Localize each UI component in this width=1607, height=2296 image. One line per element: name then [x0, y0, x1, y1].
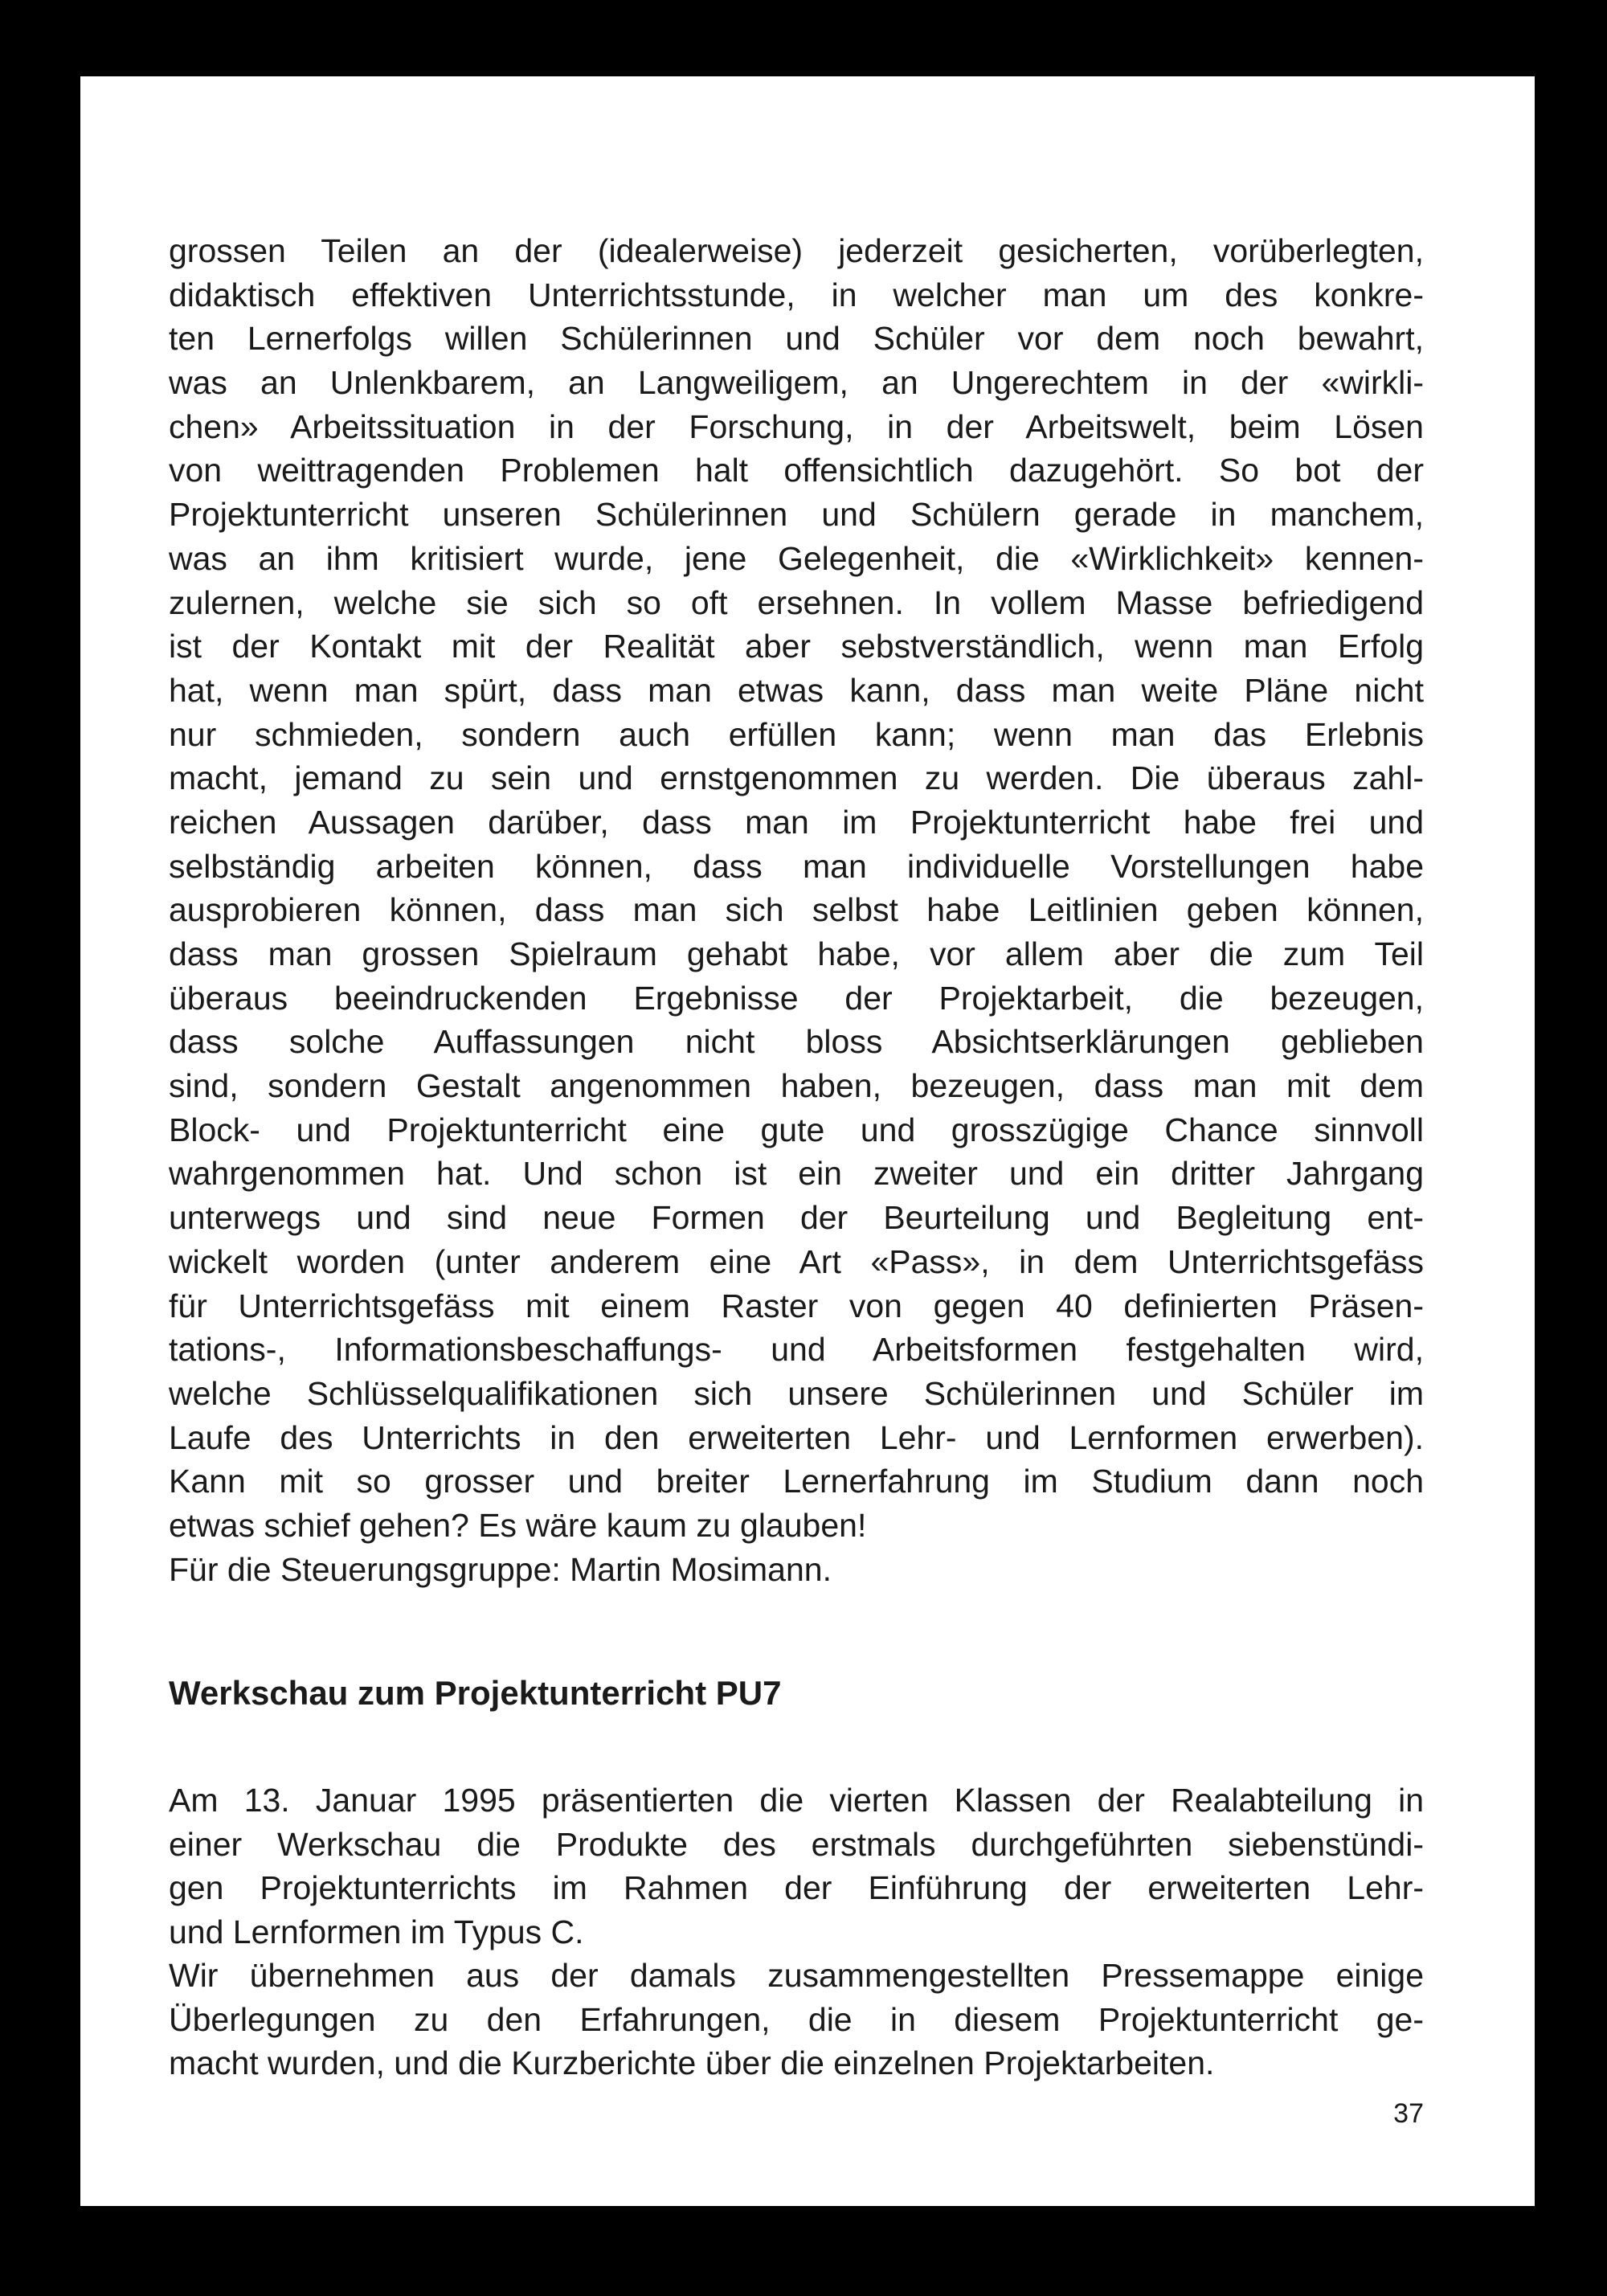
text-line: didaktisch effektiven Unterrichtsstunde, in welcher man um des konkre- [169, 276, 1424, 313]
text-line: chen» Arbeitssituation in der Forschung, in der Arbeitswelt, beim Lösen [169, 407, 1424, 445]
text-line: dass man grossen Spielraum gehabt habe, vor allem aber die zum Teil [169, 935, 1424, 972]
text-line: selbständig arbeiten können, dass man individuelle Vorstellungen habe [169, 847, 1424, 885]
text-line: reichen Aussagen darüber, dass man im Projektunterricht habe frei und [169, 803, 1424, 841]
text-line: hat, wenn man spürt, dass man etwas kann, dass man weite Pläne nicht [169, 671, 1424, 709]
text-line: etwas schief gehen? Es wäre kaum zu glauben! [169, 1506, 867, 1544]
body-paragraph-3 [169, 1954, 1424, 2085]
text-line: nur schmieden, sondern auch erfüllen kann; wenn man das Erlebnis [169, 715, 1424, 753]
text-line: was an ihm kritisiert wurde, jene Gelegenheit, die «Wirklichkeit» kennen- [169, 539, 1424, 577]
text-line: einer Werkschau die Produkte des erstmals durchgeführten siebenstündi- [169, 1825, 1424, 1863]
text-line: macht wurden, und die Kurzberichte über die einzelnen Projektarbeiten. [169, 2044, 1215, 2082]
text-line: Kann mit so grosser und breiter Lernerfahrung im Studium dann noch [169, 1463, 1424, 1500]
text-line: unterwegs und sind neue Formen der Beurteilung und Begleitung ent- [169, 1199, 1424, 1237]
text-line: welche Schlüsselqualifikationen sich unsere Schülerinnen und Schüler im [169, 1374, 1424, 1412]
text-line: wickelt worden (unter anderem eine Art «Pass», in dem Unterrichtsgefäss [169, 1242, 1424, 1280]
text-line: tations-, Informationsbeschaffungs- und Arbeitsformen festgehalten wird, [169, 1331, 1424, 1369]
text-line: Laufe des Unterrichts in den erweiterten Lehr- und Lernformen erwerben). [169, 1418, 1424, 1456]
body-paragraph-1 [169, 229, 1424, 1591]
text-line: macht, jemand zu sein und ernstgenommen zu werden. Die überaus zahl- [169, 759, 1424, 797]
page-number: 37 [1393, 2098, 1424, 2129]
text-line: ausprobieren können, dass man sich selbst habe Leitlinien geben können, [169, 891, 1424, 929]
text-line: sind, sondern Gestalt angenommen haben, bezeugen, dass man mit dem [169, 1067, 1424, 1105]
text-line: für Unterrichtsgefäss mit einem Raster von gegen 40 definierten Präsen- [169, 1287, 1424, 1324]
text-line: wahrgenommen hat. Und schon ist ein zweiter und ein dritter Jahrgang [169, 1155, 1424, 1193]
text-line: Am 13. Januar 1995 präsentierten die vierten Klassen der Realabteilung in [169, 1782, 1424, 1819]
text-line: grossen Teilen an der (idealerweise) jederzeit gesicherten, vorüberlegten, [169, 232, 1424, 269]
text-line: ten Lernerfolgs willen Schülerinnen und Schüler vor dem noch bewahrt, [169, 320, 1424, 358]
document-page [80, 76, 1535, 2206]
text-line: Block- und Projektunterricht eine gute und grosszügige Chance sinnvoll [169, 1111, 1424, 1148]
text-line: zulernen, welche sie sich so oft ersehnen. In vollem Masse befriedigend [169, 583, 1424, 621]
text-line: ist der Kontakt mit der Realität aber sebstverständlich, wenn man Erfolg [169, 628, 1424, 665]
text-line: gen Projektunterrichts im Rahmen der Einführung der erweiterten Lehr- [169, 1869, 1424, 1907]
section-heading: Werkschau zum Projektunterricht PU7 [169, 1674, 782, 1712]
text-line: von weittragenden Problemen halt offensichtlich dazugehört. So bot der [169, 452, 1424, 489]
text-line: Projektunterricht unseren Schülerinnen und Schülern gerade in manchem, [169, 496, 1424, 534]
text-line: dass solche Auffassungen nicht bloss Absichtserklärungen geblieben [169, 1023, 1424, 1061]
text-line: überaus beeindruckenden Ergebnisse der Projektarbeit, die bezeugen, [169, 979, 1424, 1017]
text-line: Überlegungen zu den Erfahrungen, die in diesem Projektunterricht ge- [169, 2000, 1424, 2038]
body-paragraph-2 [169, 1778, 1424, 1954]
text-line: und Lernformen im Typus C. [169, 1913, 584, 1951]
text-line: Wir übernehmen aus der damals zusammengestellten Pressemappe einige [169, 1957, 1424, 1994]
signature-line: Für die Steuerungsgruppe: Martin Mosimann. [169, 1550, 832, 1588]
text-line: was an Unlenkbarem, an Langweiligem, an Ungerechtem in der «wirkli- [169, 364, 1424, 402]
